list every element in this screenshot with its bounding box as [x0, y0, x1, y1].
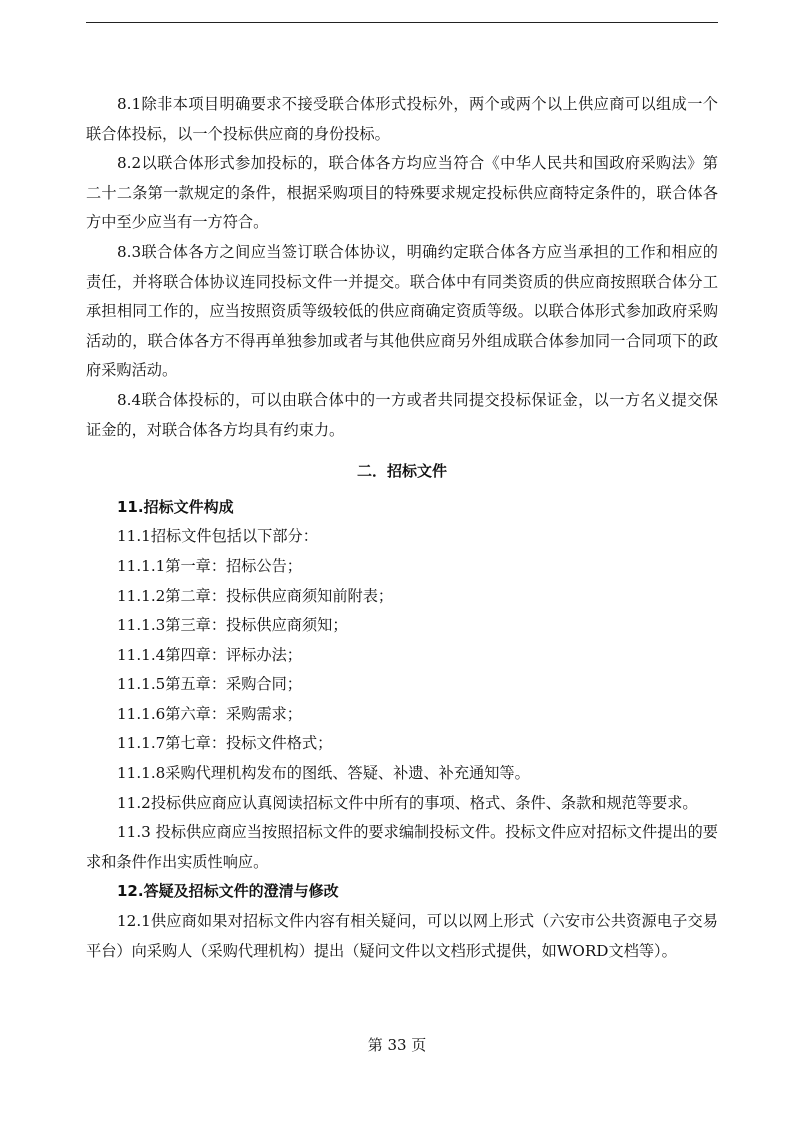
- list-item: 11.1.7第七章：投标文件格式；: [117, 734, 333, 753]
- section-title: 二．招标文件: [356, 462, 447, 481]
- list-item: 11.1.8采购代理机构发布的图纸、答疑、补遗、补充通知等。: [117, 764, 530, 783]
- clause-12-heading: 12.答疑及招标文件的澄清与修改: [117, 882, 339, 901]
- paragraph-8-1: 8.1除非本项目明确要求不接受联合体形式投标外，两个或两个以上供应商可以组成一个联合体投标，以一个投标供应商的身份投标。: [86, 95, 718, 143]
- page-number: 第 33 页: [367, 1036, 427, 1054]
- paragraph-8-3: 8.3联合体各方之间应当签订联合体协议，明确约定联合体各方应当承担的工作和相应的责任，并将联合体协议连同投标文件一并提交。联合体中有同类资质的供应商按照联合体分工承担相同工作的，应当按照资质等级较低的供应商确定资质等级。以联合体形式参加政府采购活动的，联合体各方不得再单独参加或者与其他供应商另外组成联合体参加同一合同项下的政府采购活动。: [86, 242, 718, 380]
- clause-11-3: 11.3 投标供应商应当按照招标文件的要求编制投标文件。投标文件应对招标文件提出的要求和条件作出实质性响应。: [86, 823, 718, 871]
- clause-11-1-intro: 11.1招标文件包括以下部分：: [117, 527, 318, 546]
- clause-11-heading: 11.招标文件构成: [117, 497, 234, 516]
- clause-12-1: 12.1供应商如果对招标文件内容有相关疑问，可以以网上形式（六安市公共资源电子交易平台）向采购人（采购代理机构）提出（疑问文件以文档形式提供，如WORD文档等）。: [86, 912, 718, 960]
- document-body: [86, 90, 718, 966]
- header-rule: [86, 22, 718, 23]
- list-item: 11.1.6第六章：采购需求；: [117, 704, 302, 723]
- clause-11-1-list: [86, 552, 718, 789]
- list-item: 11.1.1第一章：招标公告；: [117, 556, 302, 575]
- list-item: 11.1.2第二章：投标供应商须知前附表；: [117, 586, 394, 605]
- paragraph-8-4: 8.4联合体投标的，可以由联合体中的一方或者共同提交投标保证金，以一方名义提交保证金的，对联合体各方均具有约束力。: [86, 390, 718, 439]
- list-item: 11.1.4第四章：评标办法；: [117, 645, 302, 664]
- paragraph-8-2: 8.2以联合体形式参加投标的，联合体各方均应当符合《中华人民共和国政府采购法》第二十二条第一款规定的条件，根据采购项目的特殊要求规定投标供应商特定条件的，联合体各方中至少应当有一方符合。: [86, 154, 718, 232]
- list-item: 11.1.3第三章：投标供应商须知；: [117, 616, 348, 635]
- list-item: 11.1.5第五章：采购合同；: [117, 675, 302, 694]
- clause-11-2: 11.2投标供应商应认真阅读招标文件中所有的事项、格式、条件、条款和规范等要求。: [117, 793, 698, 812]
